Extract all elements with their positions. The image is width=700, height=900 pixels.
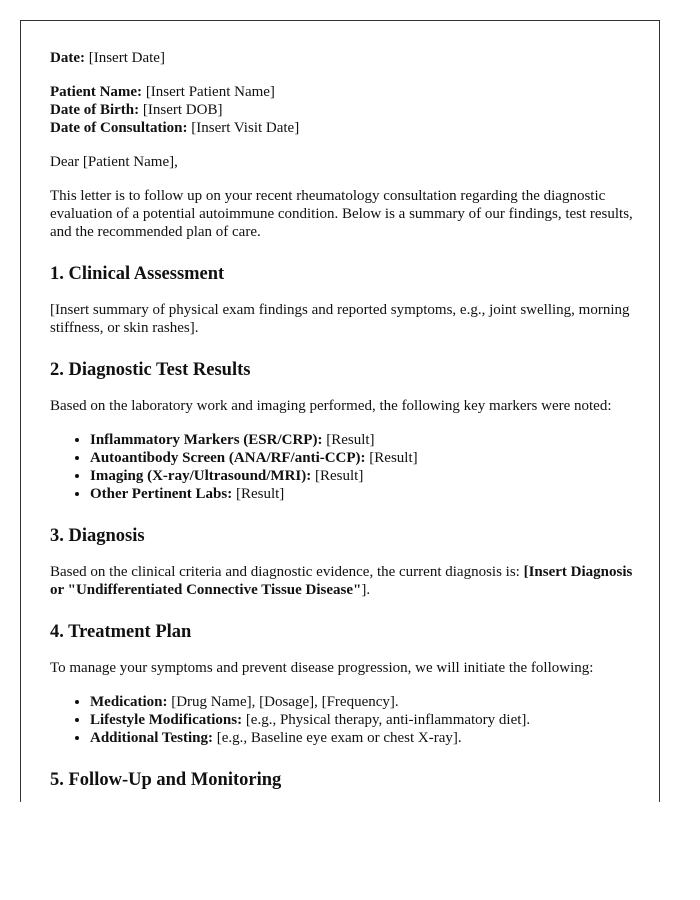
letter-page <box>20 20 660 802</box>
clinical-assessment-body: [Insert summary of physical exam findings and reported symptoms, e.g., joint swelling, morning stiffness, or skin rashes]. <box>50 302 630 336</box>
salutation: Dear [Patient Name], <box>50 154 178 170</box>
item-label: Additional Testing: <box>90 730 213 746</box>
item-value: [Result] <box>365 450 418 466</box>
section-heading-diagnostic-results: 2. Diagnostic Test Results <box>50 360 251 380</box>
item-label: Imaging (X-ray/Ultrasound/MRI): <box>90 468 312 484</box>
treatment-plan-list <box>50 693 640 747</box>
item-label: Inflammatory Markers (ESR/CRP): <box>90 432 323 448</box>
list-item <box>90 711 640 729</box>
section-heading-treatment-plan: 4. Treatment Plan <box>50 622 192 642</box>
section-heading-follow-up: 5. Follow-Up and Monitoring <box>50 770 282 790</box>
list-item <box>90 693 640 711</box>
list-item <box>90 449 640 467</box>
dob-line <box>50 101 640 119</box>
list-item <box>90 431 640 449</box>
date-value: [Insert Date] <box>84 50 165 66</box>
item-value: [e.g., Baseline eye exam or chest X-ray]. <box>212 730 462 746</box>
patient-name-line <box>50 83 640 101</box>
consultation-date-line <box>50 119 640 137</box>
diagnosis-body <box>50 563 640 599</box>
list-item <box>90 729 640 747</box>
diagnosis-value: [Insert Diagnosis or "Undifferentiated Connective Tissue Disease" <box>50 564 633 598</box>
consultation-date-label: Date of Consultation: <box>50 120 188 136</box>
treatment-plan-body: To manage your symptoms and prevent disease progression, we will initiate the following: <box>50 660 594 676</box>
item-value: [Result] <box>311 468 364 484</box>
patient-name-value: [Insert Patient Name] <box>142 84 275 100</box>
item-value: [Result] <box>232 486 285 502</box>
section-heading-diagnosis: 3. Diagnosis <box>50 526 145 546</box>
item-value: [e.g., Physical therapy, anti-inflammatory diet]. <box>242 712 531 728</box>
item-label: Medication: <box>90 694 168 710</box>
item-label: Lifestyle Modifications: <box>90 712 243 728</box>
date-line <box>50 49 640 67</box>
list-item <box>90 467 640 485</box>
list-item <box>90 485 640 503</box>
diagnosis-suffix: ]. <box>361 582 371 598</box>
patient-info <box>50 83 640 137</box>
section-heading-clinical-assessment: 1. Clinical Assessment <box>50 264 225 284</box>
letter-content <box>50 49 640 802</box>
dob-label: Date of Birth: <box>50 102 140 118</box>
item-value: [Drug Name], [Dosage], [Frequency]. <box>167 694 399 710</box>
dob-value: [Insert DOB] <box>139 102 223 118</box>
item-label: Other Pertinent Labs: <box>90 486 233 502</box>
date-label: Date: <box>50 50 85 66</box>
item-value: [Result] <box>322 432 375 448</box>
diagnosis-prefix: Based on the clinical criteria and diagnostic evidence, the current diagnosis is: <box>50 564 524 580</box>
intro-paragraph: This letter is to follow up on your recent rheumatology consultation regarding the diagnostic evaluation of a potential autoimmune condition. Below is a summary of our findings, test results, and the recommended plan of care. <box>50 188 633 240</box>
patient-name-label: Patient Name: <box>50 84 143 100</box>
diagnostic-results-list <box>50 431 640 503</box>
diagnostic-results-body: Based on the laboratory work and imaging performed, the following key markers were noted: <box>50 398 612 414</box>
item-label: Autoantibody Screen (ANA/RF/anti-CCP): <box>90 450 366 466</box>
consultation-date-value: [Insert Visit Date] <box>187 120 300 136</box>
